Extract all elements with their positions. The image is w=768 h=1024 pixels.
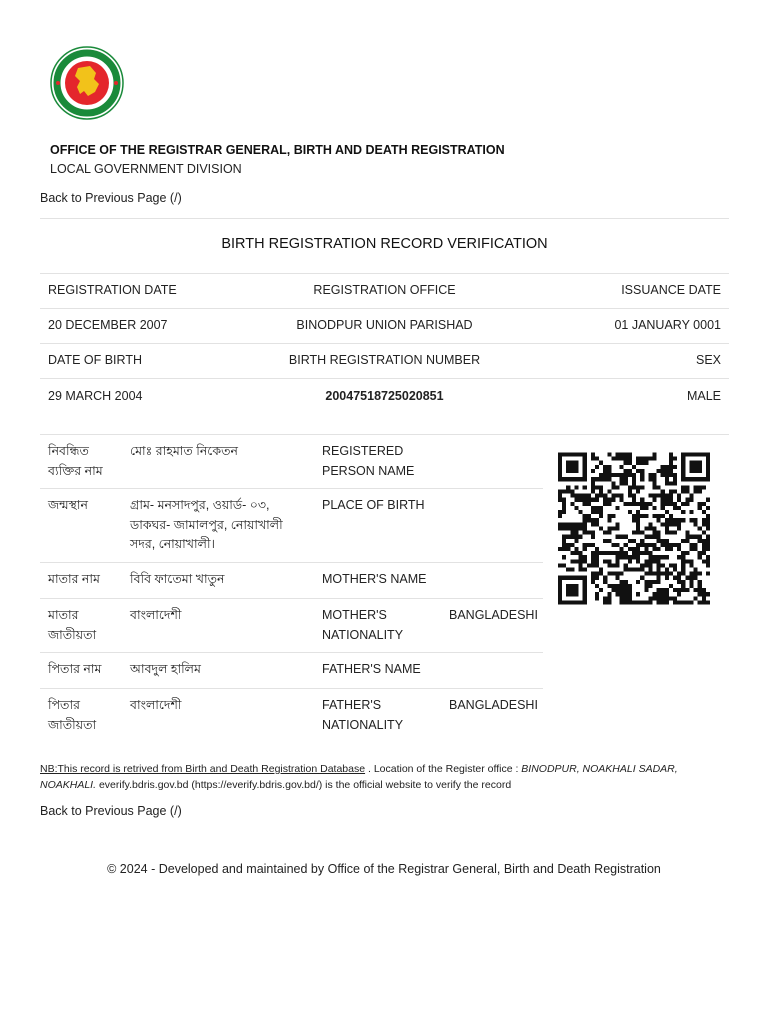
footer-copyright: © 2024 - Developed and maintained by Office of the Registrar General, Birth and Death Registration <box>107 862 661 876</box>
sex-value: MALE <box>686 389 721 403</box>
summary-labels-row-1 <box>40 273 729 308</box>
registration-office-value: BINODPUR UNION PARISHAD <box>296 318 473 332</box>
en-value: BANGLADESHI <box>449 608 538 622</box>
registration-date-value: 20 DECEMBER 2007 <box>48 318 168 332</box>
bn-label: মাতার নাম <box>48 572 100 586</box>
en-label: FATHER'S NATIONALITY <box>322 698 404 732</box>
database-note-link[interactable]: NB:This record is retrived from Birth and Death Registration Database <box>40 763 366 775</box>
detail-row-registered-name <box>40 435 543 488</box>
detail-row-mother-nationality <box>40 599 543 652</box>
website-note: everify.bdris.gov.bd (https://everify.bdris.gov.bd/) is the official website to verify the record <box>96 779 512 791</box>
bn-label: পিতার নাম <box>48 662 102 676</box>
birth-registration-number-label: BIRTH REGISTRATION NUMBER <box>288 353 481 367</box>
issuance-date-value: 01 JANUARY 0001 <box>614 318 721 332</box>
page-title: BIRTH REGISTRATION RECORD VERIFICATION <box>221 236 548 252</box>
division-title: LOCAL GOVERNMENT DIVISION <box>50 162 242 176</box>
date-of-birth-value: 29 MARCH 2004 <box>48 389 143 403</box>
back-to-previous-link-bottom[interactable]: Back to Previous Page (/) <box>40 804 182 818</box>
office-title: OFFICE OF THE REGISTRAR GENERAL, BIRTH AND DEATH REGISTRATION <box>50 143 505 157</box>
registration-date-label: REGISTRATION DATE <box>48 283 177 297</box>
bn-label: মাতার জাতীয়তা <box>48 608 97 642</box>
back-to-previous-link[interactable]: Back to Previous Page (/) <box>40 191 182 205</box>
bn-label: নিবন্ধিত ব্যক্তির নাম <box>48 444 103 478</box>
birth-registration-number-value: 20047518725020851 <box>325 389 444 403</box>
record-note <box>40 761 730 793</box>
divider <box>40 218 729 219</box>
en-label: MOTHER'S NATIONALITY <box>322 608 404 642</box>
registration-office-label: REGISTRATION OFFICE <box>313 283 456 297</box>
issuance-date-label: ISSUANCE DATE <box>621 283 721 297</box>
bn-label: জন্মস্থান <box>48 498 89 512</box>
government-seal-logo <box>50 46 124 120</box>
detail-row-place-of-birth <box>40 489 543 562</box>
register-office-location: BINODPUR, NOAKHALI SADAR, NOAKHALI. <box>40 763 678 791</box>
location-prefix: . Location of the Register office : <box>365 763 522 775</box>
bn-value: বাংলাদেশী <box>130 698 182 712</box>
bn-value: আবদুল হালিম <box>130 662 201 676</box>
bn-value: বিবি ফাতেমা খাতুন <box>130 572 225 586</box>
date-of-birth-label: DATE OF BIRTH <box>48 353 142 367</box>
detail-row-father-nationality <box>40 689 543 742</box>
summary-values-row-1 <box>40 308 729 343</box>
detail-row-mother-name <box>40 563 543 598</box>
sex-label: SEX <box>695 353 721 367</box>
en-label: REGISTERED PERSON NAME <box>322 444 415 478</box>
bn-value: বাংলাদেশী <box>130 608 182 622</box>
en-value: BANGLADESHI <box>449 698 538 712</box>
bn-value: মোঃ রাহমাত নিকেতন <box>130 444 238 458</box>
en-label: PLACE OF BIRTH <box>322 498 425 512</box>
bn-label: পিতার জাতীয়তা <box>48 698 97 732</box>
summary-labels-row-2 <box>40 343 729 378</box>
bn-value: গ্রাম- মনসাদপুর, ওয়ার্ড- ০৩, ডাকঘর- জামালপুর, নোয়াখালী সদর, নোয়াখালী। <box>130 498 283 551</box>
en-label: FATHER'S NAME <box>322 662 421 676</box>
detail-row-father-name <box>40 653 543 688</box>
en-label: MOTHER'S NAME <box>322 572 427 586</box>
summary-values-row-2 <box>40 379 729 414</box>
qr-code <box>558 451 710 606</box>
